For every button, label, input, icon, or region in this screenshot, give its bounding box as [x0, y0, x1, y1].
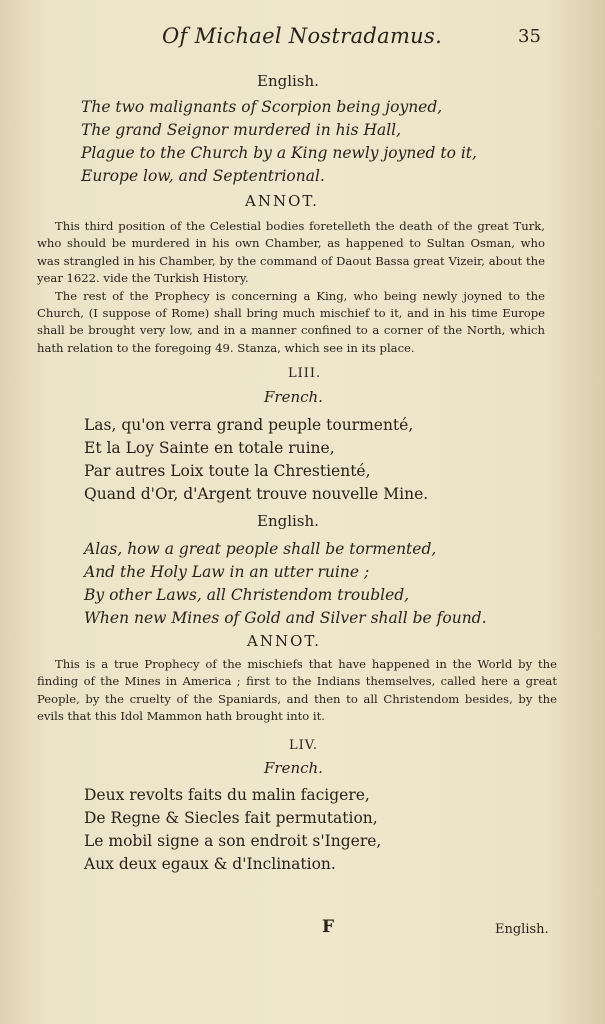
- verse-line: Par autres Loix toute la Chrestienté,: [84, 462, 371, 480]
- annotation-paragraph: This is a true Prophecy of the mischiefs that have happened in the World by the finding of the Mines in America ; first to the Indians themselves, called here a great People, by the cruelty of the Spaniards, and then to all Christendom besides, by the evils that this Idol Mammon hath brought into it.: [37, 657, 557, 724]
- verse-line: De Regne & Siecles fait permutation,: [84, 809, 378, 827]
- verse-line: The two malignants of Scorpion being joyned,: [81, 98, 443, 116]
- verse-line: Aux deux egaux & d'Inclination.: [84, 855, 336, 873]
- verse-line: Quand d'Or, d'Argent trouve nouvelle Mine.: [84, 485, 429, 503]
- verse-line: The grand Seignor murdered in his Hall,: [81, 121, 402, 139]
- show-through-text: [330, 755, 335, 773]
- page-number: 35: [518, 26, 541, 47]
- verse-line: Deux revolts faits du malin facigere,: [84, 786, 370, 804]
- annot-title-1: ANNOT.: [245, 192, 319, 210]
- page-header-title: Of Michael Nostradamus.: [162, 24, 443, 48]
- verse-line: Le mobil signe a son endroit s'Ingere,: [84, 832, 382, 850]
- verse-line: When new Mines of Gold and Silver shall be found.: [84, 609, 487, 627]
- english-label-53: English.: [257, 512, 319, 530]
- stanza-number-53: LIII.: [288, 366, 322, 381]
- verse-line: Europe low, and Septentrional.: [81, 167, 325, 185]
- catchword: English.: [495, 922, 549, 937]
- verse-line: Et la Loy Sainte en totale ruine,: [84, 439, 335, 457]
- english-label-52: English.: [257, 72, 319, 90]
- annotation-text-1: [37, 218, 545, 357]
- verse-line: Alas, how a great people shall be tormented,: [84, 540, 437, 558]
- stanza-number-54: LIV.: [289, 738, 319, 753]
- annotation-text-2: [37, 656, 557, 726]
- verse-line: Las, qu'on verra grand peuple tourmenté,: [84, 416, 414, 434]
- verse-line: By other Laws, all Christendom troubled,: [84, 586, 410, 604]
- annotation-paragraph: This third position of the Celestial bodies foretelleth the death of the great Turk, who should be murdered in his own Chamber, as happened to Sultan Osman, who was strangled in his Chamber, by the command of Daout Bassa great Vizeir, about the year 1622. vide the Turkish History.: [37, 219, 545, 286]
- french-label-54: French.: [264, 759, 323, 777]
- signature-mark: F: [322, 917, 335, 937]
- annotation-paragraph: The rest of the Prophecy is concerning a King, who being newly joyned to the Church, (I suppose of Rome) shall bring much mischief to it, and in his time Europe shall be brought very low, and in a manner confined to a corner of the North, which hath relation to the foregoing 49. Stanza, which see in its place.: [37, 288, 545, 355]
- french-label-53: French.: [264, 388, 323, 406]
- verse-line: And the Holy Law in an utter ruine ;: [84, 563, 370, 581]
- annot-title-2: ANNOT.: [247, 632, 321, 650]
- verse-line: Plague to the Church by a King newly joyned to it,: [81, 144, 477, 162]
